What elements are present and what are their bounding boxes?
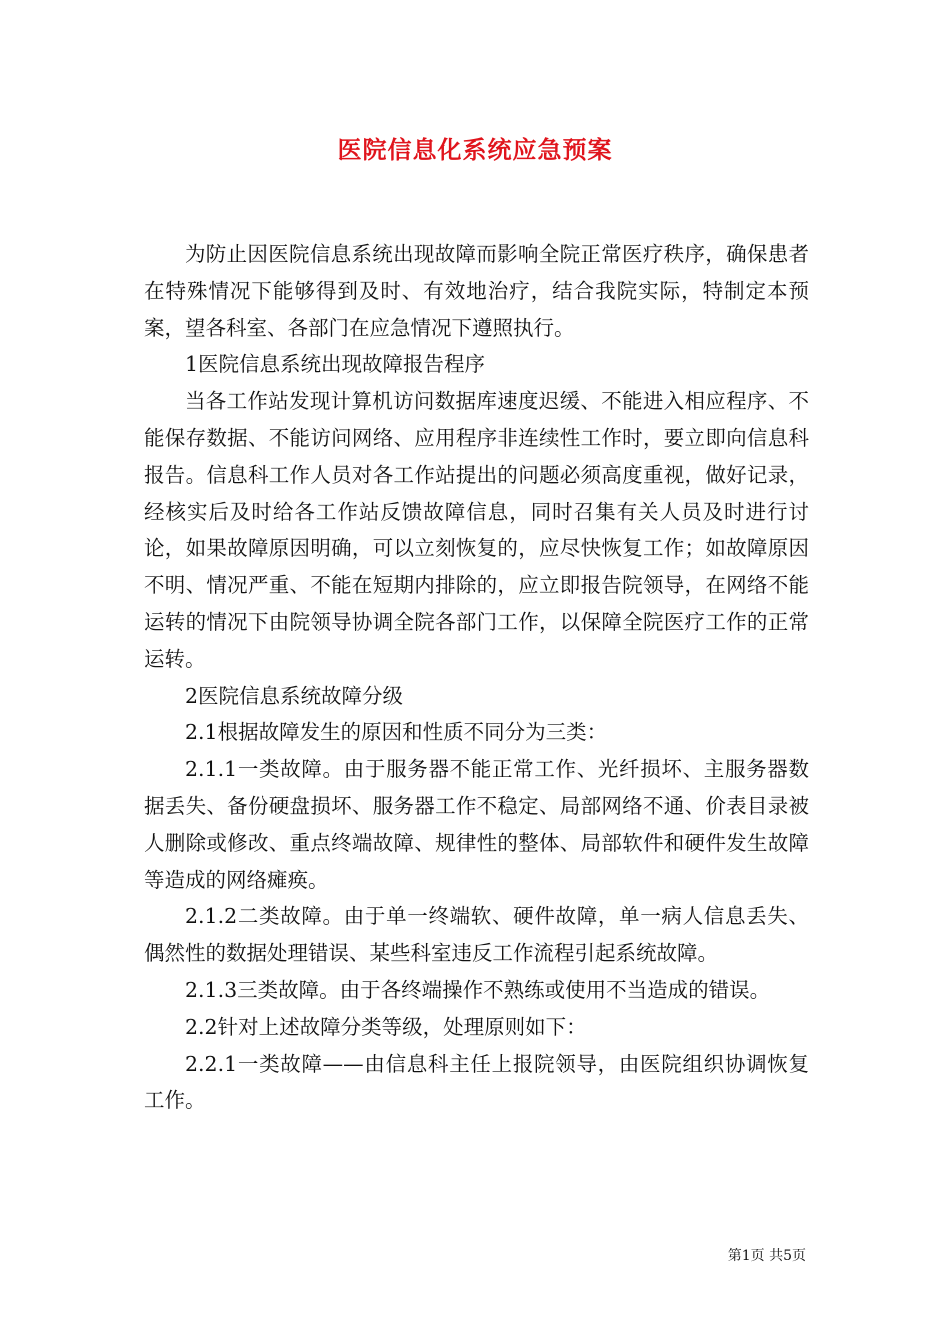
paragraph-2-2: 2.2针对上述故障分类等级，处理原则如下：: [185, 1014, 587, 1039]
paragraph-2-1: 2.1根据故障发生的原因和性质不同分为三类：: [185, 720, 608, 745]
paragraph-2-1-2: 2.1.2二类故障。由于单一终端软、硬件故障，单一病人信息丢失、偶然性的数据处理错误、某些科室违反工作流程引起系统故障。: [144, 904, 809, 966]
document-title: 医院信息化系统应急预案: [337, 135, 613, 164]
paragraph-heading-2: 2医院信息系统故障分级: [185, 683, 404, 708]
paragraph-2-1-3: 2.1.3三类故障。由于各终端操作不熟练或使用不当造成的错误。: [185, 977, 771, 1002]
paragraph-2-1-1: 2.1.1一类故障。由于服务器不能正常工作、光纤损坏、主服务器数据丢失、备份硬盘损坏、服务器工作不稳定、局部网络不通、价表目录被人删除或修改、重点终端故障、规律性的整体、局部软件和硬件发生故障等造成的网络瘫痪。: [144, 757, 809, 892]
paragraph-intro: 为防止因医院信息系统出现故障而影响全院正常医疗秩序，确保患者在特殊情况下能够得到及时、有效地治疗，结合我院实际，特制定本预案，望各科室、各部门在应急情况下遵照执行。: [144, 242, 809, 340]
paragraph-report-procedure: 当各工作站发现计算机访问数据库速度迟缓、不能进入相应程序、不能保存数据、不能访问网络、应用程序非连续性工作时，要立即向信息科报告。信息科工作人员对各工作站提出的问题必须高度重视，做好记录，经核实后及时给各工作站反馈故障信息，同时召集有关人员及时进行讨论，如果故障原因明确，可以立刻恢复的，应尽快恢复工作；如故障原因不明、情况严重、不能在短期内排除的，应立即报告院领导，在网络不能运转的情况下由院领导协调全院各部门工作，以保障全院医疗工作的正常运转。: [144, 389, 809, 671]
paragraph-heading-1: 1医院信息系统出现故障报告程序: [185, 352, 486, 377]
page-number: 第1页 共5页: [727, 1248, 806, 1264]
document-body: [144, 236, 809, 1119]
paragraph-2-2-1: 2.2.1一类故障——由信息科主任上报院领导，由医院组织协调恢复工作。: [144, 1051, 809, 1113]
